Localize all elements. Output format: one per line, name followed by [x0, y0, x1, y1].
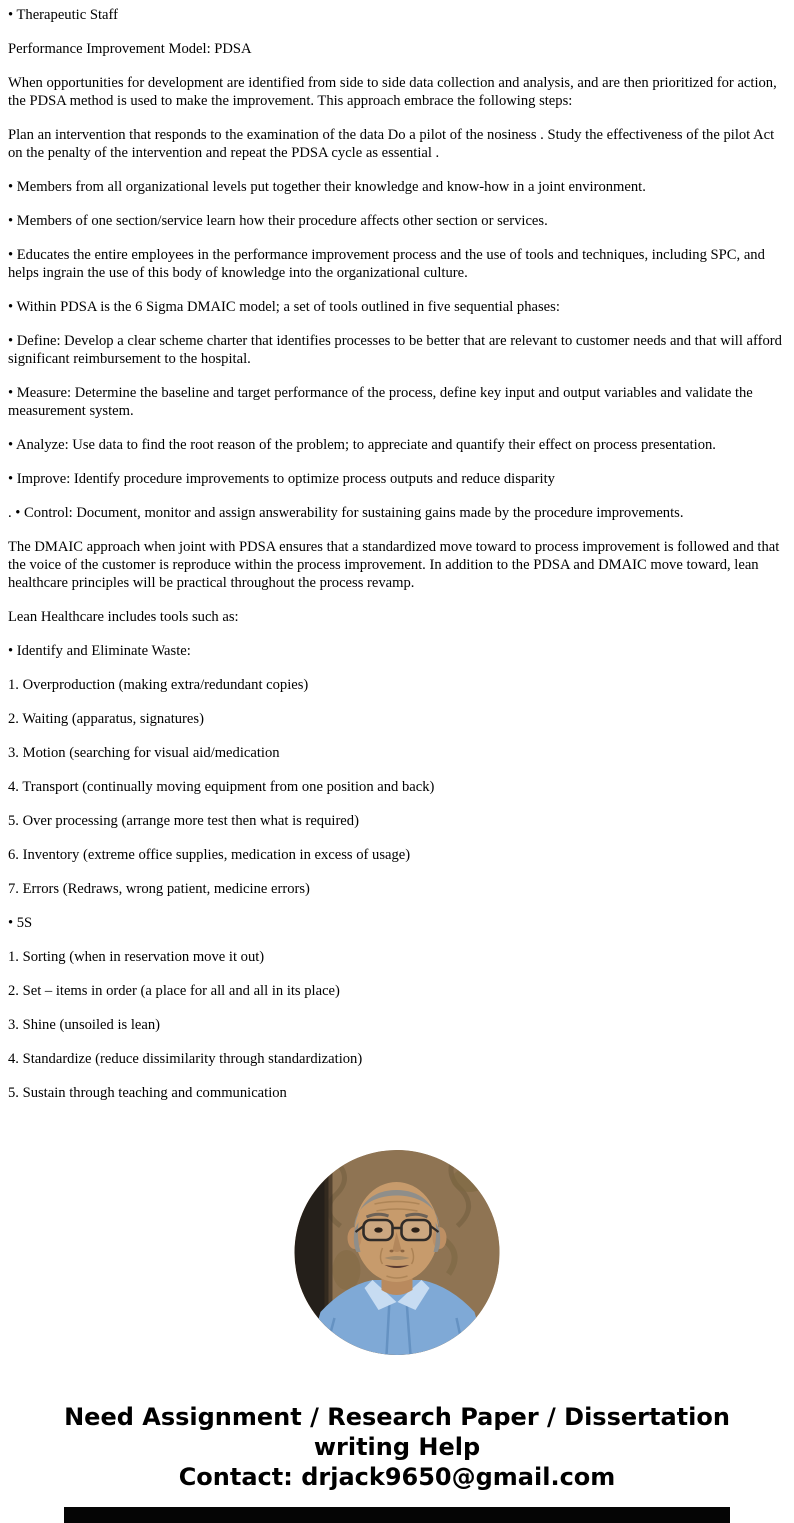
- document-paragraph: When opportunities for development are identified from side to side data collection and analysis, and are then prioritized for action, the PDSA method is used to make the improvement. This approach embrace the following steps:: [8, 75, 777, 109]
- bottom-black-bar: [64, 1507, 730, 1523]
- document-paragraph: • Improve: Identify procedure improvements to optimize process outputs and reduce disparity: [8, 471, 555, 487]
- document-paragraph: 1. Overproduction (making extra/redundant copies): [8, 677, 309, 693]
- document-paragraph: 5. Over processing (arrange more test then what is required): [8, 813, 359, 829]
- document-paragraph: 3. Motion (searching for visual aid/medication: [8, 745, 280, 761]
- document-paragraph: 4. Transport (continually moving equipment from one position and back): [8, 779, 435, 795]
- document-paragraph: . • Control: Document, monitor and assign answerability for sustaining gains made by the procedure improvements.: [8, 505, 684, 521]
- document-paragraph: • Measure: Determine the baseline and target performance of the process, define key input and output variables and validate the measurement system.: [8, 385, 753, 419]
- footer-contact-email: Contact: drjack9650@gmail.com: [178, 1463, 616, 1491]
- document-paragraph: 4. Standardize (reduce dissimilarity through standardization): [8, 1051, 363, 1067]
- document-paragraph: • Identify and Eliminate Waste:: [8, 643, 191, 659]
- document-paragraph: • Analyze: Use data to find the root reason of the problem; to appreciate and quantify their effect on process presentation.: [8, 437, 716, 453]
- footer-banner: [0, 1402, 794, 1492]
- document-paragraph: 6. Inventory (extreme office supplies, medication in excess of usage): [8, 847, 411, 863]
- document-paragraph: • 5S: [8, 915, 33, 931]
- portrait-photo-icon: [295, 1150, 500, 1355]
- document-paragraph: • Therapeutic Staff: [8, 7, 118, 23]
- avatar: [295, 1150, 500, 1355]
- document-paragraph: • Educates the entire employees in the performance improvement process and the use of tools and techniques, including SPC, and helps ingrain the use of this body of knowledge into the organizational culture.: [8, 247, 765, 281]
- document-paragraph: 1. Sorting (when in reservation move it out): [8, 949, 265, 965]
- document-paragraph: 5. Sustain through teaching and communication: [8, 1085, 287, 1101]
- document-paragraph: Performance Improvement Model: PDSA: [8, 41, 252, 57]
- document-paragraph: • Members of one section/service learn how their procedure affects other section or services.: [8, 213, 548, 229]
- document-paragraph: 3. Shine (unsoiled is lean): [8, 1017, 160, 1033]
- document-paragraph: 2. Waiting (apparatus, signatures): [8, 711, 204, 727]
- document-paragraph: The DMAIC approach when joint with PDSA ensures that a standardized move toward to process improvement is followed and that the voice of the customer is reproduce within the process improvement. In addition to the PDSA and DMAIC move toward, lean healthcare principles will be practical throughout the process revamp.: [8, 539, 780, 591]
- document-paragraph: 7. Errors (Redraws, wrong patient, medicine errors): [8, 881, 310, 897]
- document-paragraph: 2. Set – items in order (a place for all and all in its place): [8, 983, 340, 999]
- document-paragraph: • Members from all organizational levels put together their knowledge and know-how in a joint environment.: [8, 179, 646, 195]
- document-body: [8, 6, 786, 1118]
- document-paragraph: Plan an intervention that responds to the examination of the data Do a pilot of the nosiness . Study the effectiveness of the pilot Act on the penalty of the intervention and repeat the PDSA cycle as essential .: [8, 127, 775, 161]
- document-paragraph: • Define: Develop a clear scheme charter that identifies processes to be better that are relevant to customer needs and that will afford significant reimbursement to the hospital.: [8, 333, 782, 367]
- document-paragraph: Lean Healthcare includes tools such as:: [8, 609, 239, 625]
- footer-heading: Need Assignment / Research Paper / Dissertation writing Help: [64, 1403, 730, 1461]
- document-paragraph: • Within PDSA is the 6 Sigma DMAIC model; a set of tools outlined in five sequential phases:: [8, 299, 560, 315]
